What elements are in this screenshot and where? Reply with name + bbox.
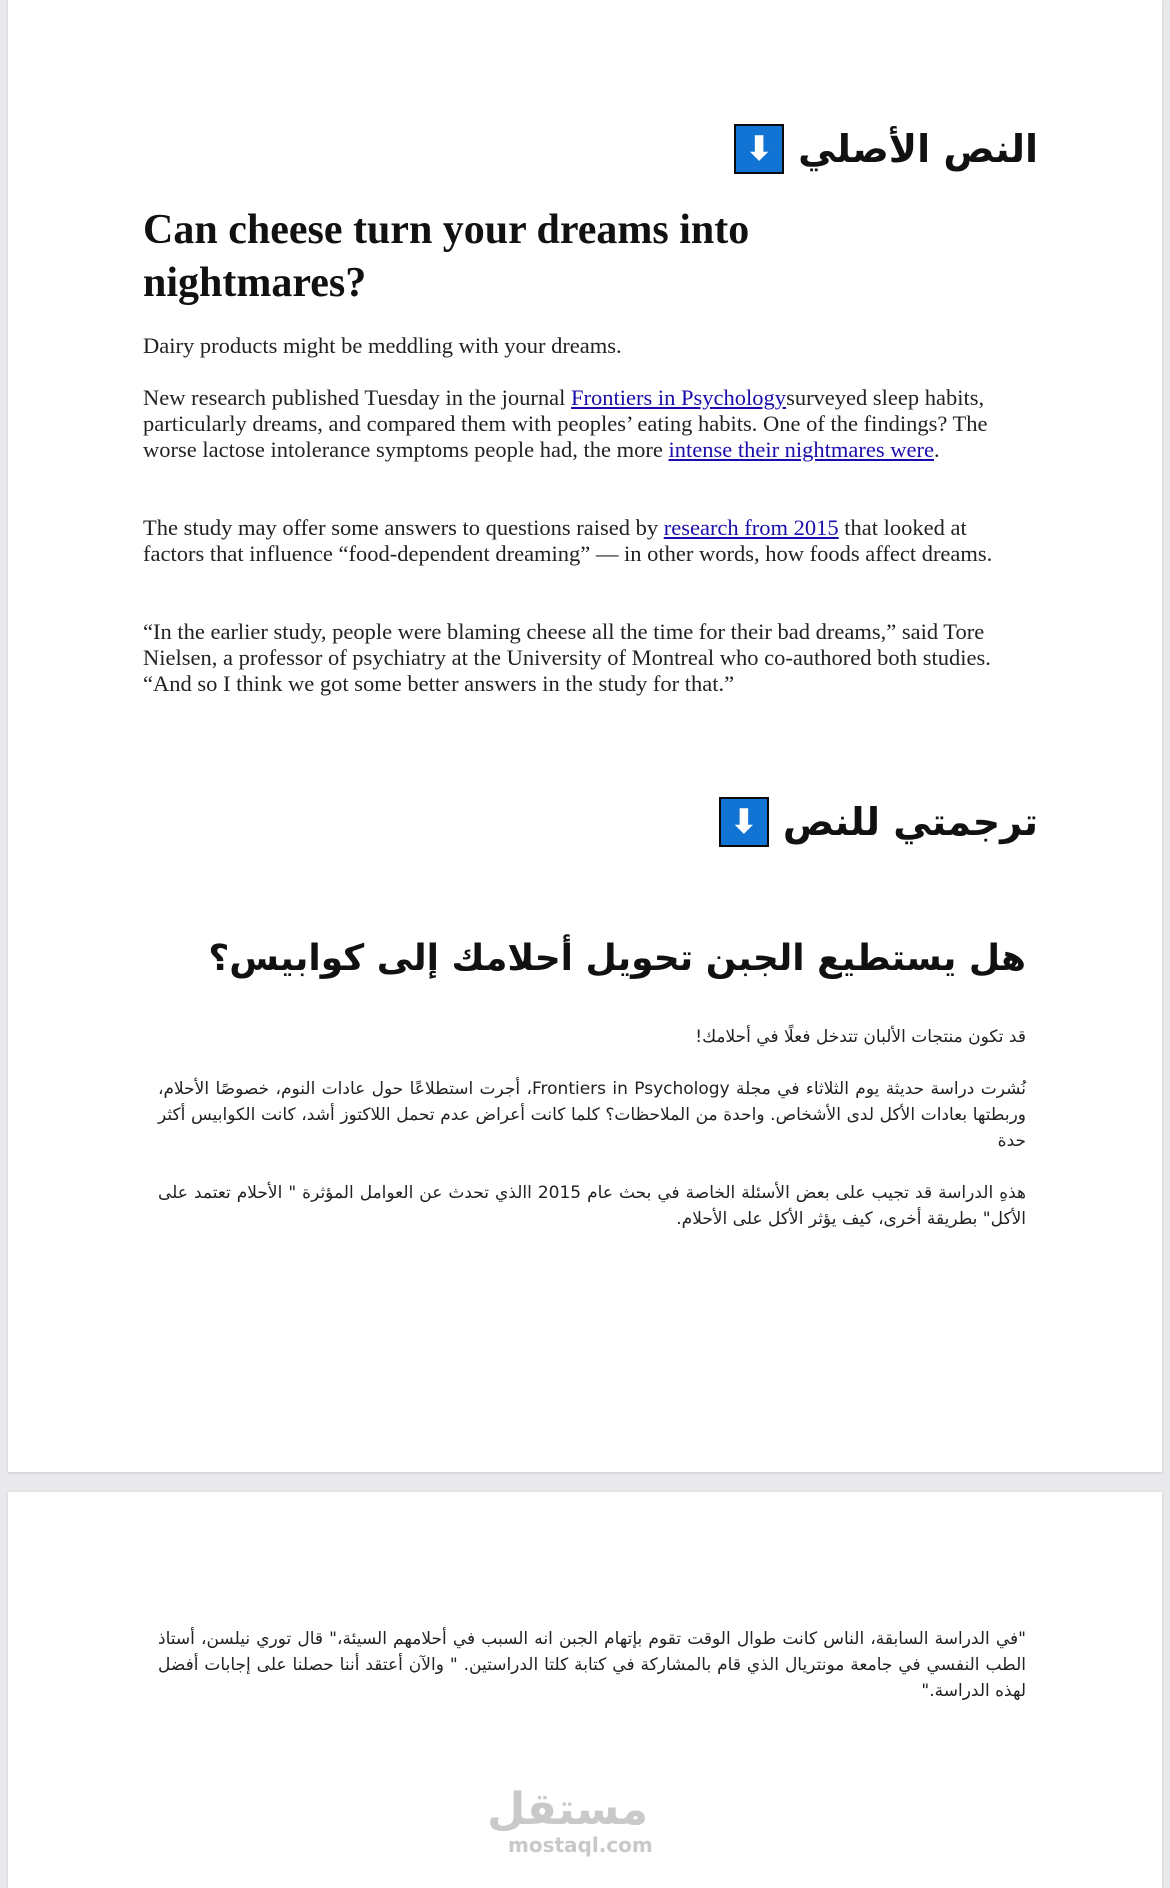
article-paragraph-2-ar: نُشرت دراسة حديثة يوم الثلاثاء في مجلة Frontiers in Psychology، أجرت استطلاعًا حول عادات النوم، خصوصًا الأحلام، وربطتها بعادات الأكل لدى الأشخاص. واحدة من الملاحظات؟ كلما كانت أعراض عدم تحمل اللاكتوز أشد، كانت الكوابيس أكثر حدة xyxy=(158,1079,1026,1151)
article-paragraph-4-ar: "في الدراسة السابقة، الناس كانت طوال الوقت تقوم بإتهام الجبن انه السبب في أحلامهم السيئة،" قال توري نيلسن، أستاذ الطب النفسي في جامعة مونتريال الذي قام بالمشاركة في كتابة كلتا الدراستين. " والآن أعتقد أننا حصلنا على إجابات أفضل لهذه الدراسة." xyxy=(158,1629,1026,1701)
frontiers-link[interactable]: Frontiers in Psychology xyxy=(571,385,787,410)
mostaql-watermark xyxy=(487,1784,653,1857)
article-paragraph-3-en xyxy=(143,515,1023,567)
original-heading-label: النص الأصلي xyxy=(798,127,1038,171)
watermark-url: mostaql.com xyxy=(508,1833,653,1857)
p2-text-middle: surveyed sleep habits, particularly dreams, and compared them with peoples’ eating habits. One of the findings? The worse lactose intolerance symptoms people had, the more xyxy=(143,385,988,462)
original-text-heading xyxy=(734,124,1038,174)
p2-text-start: New research published Tuesday in the journal xyxy=(143,385,572,410)
p3-text-end: that looked at factors that influence “food-dependent dreaming” — in other words, how foods affect dreams. xyxy=(143,515,993,566)
article-paragraph-4-en: “In the earlier study, people were blaming cheese all the time for their bad dreams,” said Tore Nielsen, a professor of psychiatry at the University of Montreal who co-authored both studies. “And so I think we got some better answers in the study for that.” xyxy=(143,619,991,696)
watermark-logo: مستقل xyxy=(487,1784,648,1835)
intense-nightmares-link[interactable]: intense their nightmares were xyxy=(668,437,934,462)
article-lead-en: Dairy products might be meddling with your dreams. xyxy=(143,333,622,358)
article-lead-ar: قد تكون منتجات الألبان تتدخل فعلًا في أحلامك! xyxy=(695,1027,1026,1047)
down-arrow-icon: ⬇ xyxy=(734,124,784,174)
down-arrow-icon: ⬇ xyxy=(719,797,769,847)
p2-text-end: . xyxy=(934,437,940,462)
translation-heading-label: ترجمتي للنص xyxy=(782,800,1038,844)
article-paragraph-3-ar: هذهِ الدراسة قد تجيب على بعض الأسئلة الخاصة في بحث عام 2015 االذي تحدث عن العوامل المؤثرة " الأحلام تعتمد على الأكل" بطريقة أخرى، كيف يؤثر الأكل على الأحلام. xyxy=(158,1183,1026,1229)
research-2015-link[interactable]: research from 2015 xyxy=(663,515,839,540)
article-title-en: Can cheese turn your dreams into nightmares? xyxy=(143,207,750,306)
article-paragraph-2-en xyxy=(143,385,1023,463)
article-title-ar: هل يستطيع الجبن تحويل أحلامك إلى كوابيس؟ xyxy=(208,938,1026,979)
document-page-1 xyxy=(8,0,1162,1472)
translation-heading xyxy=(719,797,1038,847)
p3-text-start: The study may offer some answers to questions raised by xyxy=(143,515,664,540)
